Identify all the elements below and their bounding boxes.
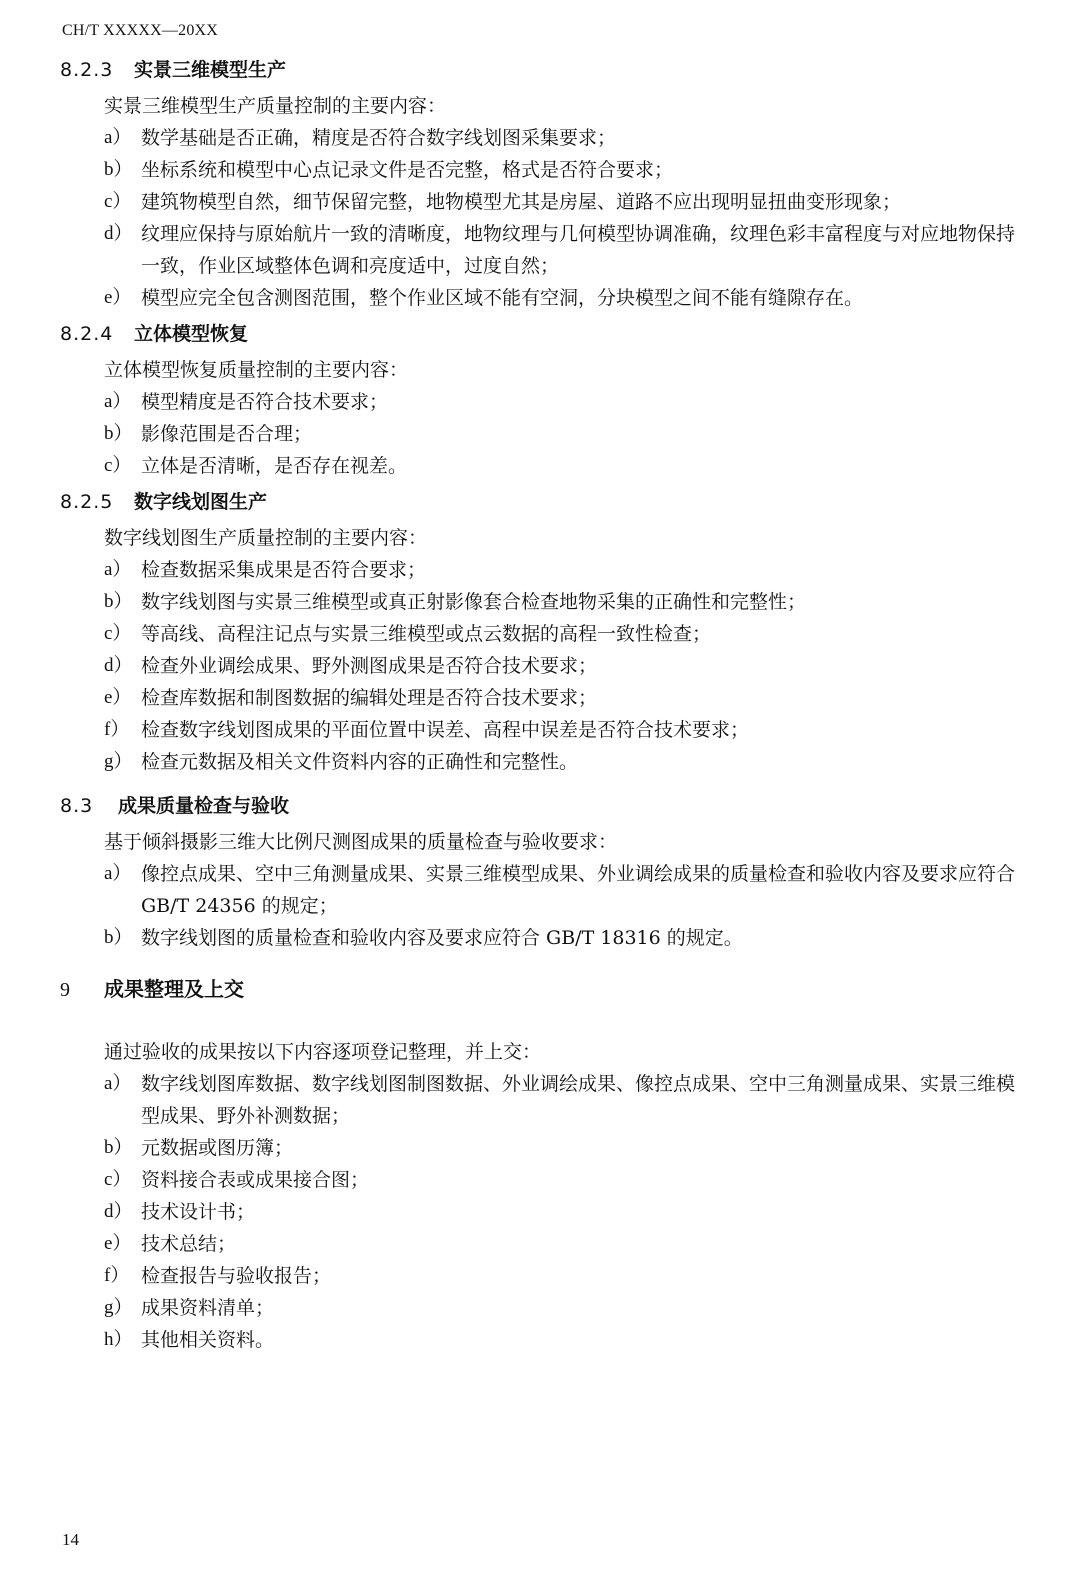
- section-heading-8-2-3: [60, 54, 1020, 86]
- list-item: [60, 218, 1020, 282]
- item-text: 纹理应保持与原始航片一致的清晰度，地物纹理与几何模型协调准确，纹理色彩丰富程度与对应地物保持一致，作业区域整体色调和亮度适中，过度自然；: [141, 223, 1016, 277]
- page-number: 14: [62, 1530, 79, 1549]
- list-item: [60, 418, 1020, 450]
- item-marker: b）: [104, 423, 133, 444]
- item-text: 检查库数据和制图数据的编辑处理是否符合技术要求；: [141, 687, 598, 709]
- item-marker: b）: [104, 591, 133, 612]
- list-item: [60, 186, 1020, 218]
- section-heading-8-3: [60, 790, 1020, 822]
- item-text: 数字线划图的质量检查和验收内容及要求应符合 GB/T 18316 的规定。: [141, 927, 743, 949]
- item-marker: b）: [104, 1137, 133, 1158]
- chapter-title: 成果整理及上交: [104, 977, 244, 1001]
- list-item: [60, 386, 1020, 418]
- item-text: 检查报告与验收报告；: [141, 1265, 332, 1287]
- item-marker: c）: [104, 623, 132, 644]
- item-text: 成果资料清单；: [141, 1297, 275, 1319]
- item-list-8-3: [60, 858, 1020, 954]
- item-marker: a）: [104, 127, 132, 148]
- list-item: [60, 1324, 1020, 1356]
- item-marker: c）: [104, 1169, 132, 1190]
- section-number: 8.2.3: [60, 59, 114, 81]
- spacer: [60, 778, 1020, 786]
- list-item: [60, 1132, 1020, 1164]
- item-text: 数字线划图与实景三维模型或真正射影像套合检查地物采集的正确性和完整性；: [141, 591, 807, 613]
- item-text: 检查元数据及相关文件资料内容的正确性和完整性。: [141, 751, 579, 773]
- item-marker: d）: [104, 223, 133, 244]
- section-number: 8.3: [60, 795, 94, 817]
- section-number: 8.2.5: [60, 491, 114, 513]
- item-text: 技术设计书；: [141, 1201, 256, 1223]
- list-item: [60, 1260, 1020, 1292]
- item-text: 影像范围是否合理；: [141, 423, 313, 445]
- chapter-intro: 通过验收的成果按以下内容逐项登记整理，并上交：: [104, 1041, 542, 1063]
- section-intro: 实景三维模型生产质量控制的主要内容：: [104, 95, 447, 117]
- section-title: 立体模型恢复: [134, 323, 249, 345]
- item-list-9: [60, 1068, 1020, 1356]
- item-marker: g）: [104, 1297, 133, 1318]
- item-text: 检查数字线划图成果的平面位置中误差、高程中误差是否符合技术要求；: [141, 719, 750, 741]
- document-code: CH/T XXXXX—20XX: [62, 22, 219, 39]
- list-item: [60, 450, 1020, 482]
- item-marker: d）: [104, 1201, 133, 1222]
- list-item: [60, 586, 1020, 618]
- item-marker: c）: [104, 455, 132, 476]
- list-item: [60, 122, 1020, 154]
- item-marker: a）: [104, 559, 132, 580]
- item-marker: a）: [104, 1073, 132, 1094]
- item-text: 数学基础是否正确，精度是否符合数字线划图采集要求；: [141, 127, 617, 149]
- list-item: [60, 1292, 1020, 1324]
- item-marker: a）: [104, 391, 132, 412]
- item-marker: f）: [104, 719, 130, 740]
- list-item: [60, 714, 1020, 746]
- item-text: 模型精度是否符合技术要求；: [141, 391, 389, 413]
- section-number: 8.2.4: [60, 323, 114, 345]
- list-item: [60, 1228, 1020, 1260]
- list-item: [60, 1164, 1020, 1196]
- list-item: [60, 154, 1020, 186]
- item-marker: e）: [104, 287, 132, 308]
- section-title: 实景三维模型生产: [134, 59, 287, 81]
- item-text: 坐标系统和模型中心点记录文件是否完整，格式是否符合要求；: [141, 159, 674, 181]
- item-marker: d）: [104, 655, 133, 676]
- item-marker: e）: [104, 687, 132, 708]
- item-marker: f）: [104, 1265, 130, 1286]
- item-text: 模型应完全包含测图范围，整个作业区域不能有空洞，分块模型之间不能有缝隙存在。: [141, 287, 864, 309]
- item-marker: e）: [104, 1233, 132, 1254]
- item-text: 检查外业调绘成果、野外测图成果是否符合技术要求；: [141, 655, 598, 677]
- item-text: 技术总结；: [141, 1233, 237, 1255]
- item-text: 等高线、高程注记点与实景三维模型或点云数据的高程一致性检查；: [141, 623, 712, 645]
- chapter-heading-9: [60, 972, 1020, 1006]
- section-heading-8-2-5: [60, 486, 1020, 518]
- item-marker: a）: [104, 863, 132, 884]
- document-body: [60, 50, 1020, 1356]
- item-marker: g）: [104, 751, 133, 772]
- list-item: [60, 650, 1020, 682]
- item-text: 像控点成果、空中三角测量成果、实景三维模型成果、外业调绘成果的质量检查和验收内容及要求应符合 GB/T 24356 的规定；: [141, 863, 1016, 917]
- list-item: [60, 682, 1020, 714]
- item-list-8-2-5: [60, 554, 1020, 778]
- item-list-8-2-3: [60, 122, 1020, 314]
- item-text: 立体是否清晰，是否存在视差。: [141, 455, 408, 477]
- chapter-number: 9: [60, 979, 70, 1001]
- section-intro: 立体模型恢复质量控制的主要内容：: [104, 359, 409, 381]
- section-title: 成果质量检查与验收: [118, 795, 290, 817]
- section-intro: 基于倾斜摄影三维大比例尺测图成果的质量检查与验收要求：: [104, 831, 618, 853]
- section-title: 数字线划图生产: [134, 491, 268, 513]
- list-item: [60, 746, 1020, 778]
- section-heading-8-2-4: [60, 318, 1020, 350]
- item-marker: c）: [104, 191, 132, 212]
- list-item: [60, 282, 1020, 314]
- item-marker: b）: [104, 927, 133, 948]
- list-item: [60, 1068, 1020, 1132]
- item-text: 数字线划图库数据、数字线划图制图数据、外业调绘成果、像控点成果、空中三角测量成果、实景三维模型成果、野外补测数据；: [141, 1073, 1016, 1127]
- item-text: 检查数据采集成果是否符合要求；: [141, 559, 427, 581]
- item-text: 其他相关资料。: [141, 1329, 275, 1351]
- list-item: [60, 922, 1020, 954]
- list-item: [60, 1196, 1020, 1228]
- item-marker: b）: [104, 159, 133, 180]
- item-text: 元数据或图历簿；: [141, 1137, 294, 1159]
- item-marker: h）: [104, 1329, 133, 1350]
- list-item: [60, 554, 1020, 586]
- item-text: 建筑物模型自然，细节保留完整，地物模型尤其是房屋、道路不应出现明显扭曲变形现象；: [141, 191, 902, 213]
- list-item: [60, 618, 1020, 650]
- item-list-8-2-4: [60, 386, 1020, 482]
- section-intro: 数字线划图生产质量控制的主要内容：: [104, 527, 428, 549]
- item-text: 资料接合表或成果接合图；: [141, 1169, 370, 1191]
- list-item: [60, 858, 1020, 922]
